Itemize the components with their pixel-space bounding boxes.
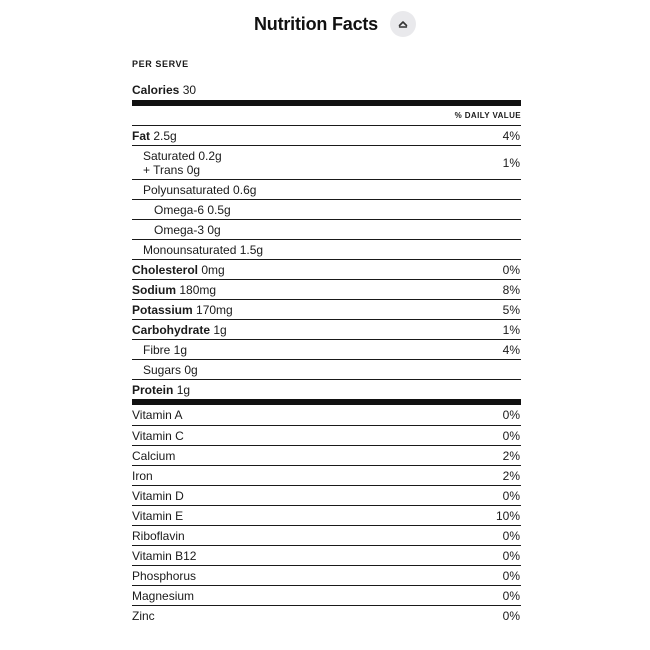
nutrient-dv: 1% <box>502 322 520 337</box>
vitamin-dv: 0% <box>502 428 520 443</box>
vitamin-dv: 2% <box>502 468 520 483</box>
nutrient-label: Sugars 0g <box>143 362 198 377</box>
vitamin-label: Riboflavin <box>132 528 185 543</box>
calories-value: 30 <box>182 83 197 97</box>
vitamin-label: Phosphorus <box>132 568 197 583</box>
nutrient-amount: 2.5g <box>153 128 177 143</box>
calories-label: Calories <box>132 83 180 97</box>
vitamin-dv: 0% <box>502 588 520 603</box>
vitamin-label: Vitamin B12 <box>132 548 197 563</box>
nutrient-amount: 170mg <box>196 302 233 317</box>
vitamin-dv: 2% <box>502 448 520 463</box>
vitamin-label: Vitamin D <box>132 488 184 503</box>
nutrient-amount: 1g <box>213 322 227 337</box>
per-serve-label: PER SERVE <box>132 59 189 69</box>
nutrient-row-omega-3 <box>132 219 521 239</box>
collapse-toggle-button[interactable] <box>390 11 416 37</box>
vitamin-dv: 10% <box>495 508 520 523</box>
vitamin-row <box>132 405 521 425</box>
nutrient-label-secondary: + Trans 0g <box>143 162 201 177</box>
vitamin-row <box>132 545 521 565</box>
nutrient-label: Protein <box>132 382 174 397</box>
vitamin-dv: 0% <box>502 548 520 563</box>
nutrient-row-polyunsaturated <box>132 179 521 199</box>
nutrient-row-fibre <box>132 339 521 359</box>
vitamin-row <box>132 585 521 605</box>
nutrient-label: Polyunsaturated 0.6g <box>143 182 257 197</box>
nutrient-row-sodium <box>132 279 521 299</box>
nutrient-label: Carbohydrate <box>132 322 211 337</box>
vitamin-dv: 0% <box>502 488 520 503</box>
nutrient-label: Sodium <box>132 282 176 297</box>
vitamin-label: Zinc <box>132 608 155 623</box>
nutrient-dv: 0% <box>502 262 520 277</box>
chevron-up-icon <box>398 20 408 28</box>
nutrient-row-sugars <box>132 359 521 379</box>
nutrient-amount: 0mg <box>201 262 225 277</box>
nutrient-row-saturated <box>132 145 521 179</box>
vitamin-dv: 0% <box>502 568 520 583</box>
nutrient-row-omega-6 <box>132 199 521 219</box>
nutrient-dv: 4% <box>502 342 520 357</box>
calories-row <box>132 80 521 100</box>
vitamin-row <box>132 565 521 585</box>
nutrient-row-monounsaturated <box>132 239 521 259</box>
nutrient-label: Fibre 1g <box>143 342 188 357</box>
nutrient-label: Omega-3 0g <box>154 222 221 237</box>
nutrient-amount: 1g <box>176 382 191 397</box>
nutrient-amount: 180mg <box>179 282 217 297</box>
nutrient-label: Cholesterol <box>132 262 199 277</box>
vitamin-row <box>132 485 521 505</box>
nutrient-label: Monounsaturated 1.5g <box>143 242 264 257</box>
nutrient-dv: 4% <box>502 128 520 143</box>
nutrient-row-potassium <box>132 299 521 319</box>
daily-value-header: % DAILY VALUE <box>454 111 521 120</box>
vitamin-dv: 0% <box>502 608 520 623</box>
vitamin-label: Calcium <box>132 448 176 463</box>
vitamin-label: Iron <box>132 468 153 483</box>
vitamin-label: Vitamin E <box>132 508 184 523</box>
vitamin-row <box>132 445 521 465</box>
nutrient-dv: 1% <box>502 155 520 170</box>
nutrition-panel <box>132 56 521 625</box>
nutrition-header <box>0 8 650 40</box>
nutrient-label: Fat <box>132 128 150 143</box>
nutrient-label: Omega-6 0.5g <box>154 202 231 217</box>
nutrient-dv: 8% <box>502 282 520 297</box>
vitamin-label: Vitamin A <box>132 408 183 422</box>
vitamin-label: Magnesium <box>132 588 195 603</box>
vitamin-row <box>132 425 521 445</box>
vitamin-row <box>132 465 521 485</box>
nutrient-row-carbohydrate <box>132 319 521 339</box>
vitamin-dv: 0% <box>502 528 520 543</box>
vitamin-label: Vitamin C <box>132 428 184 443</box>
nutrient-dv: 5% <box>502 302 520 317</box>
nutrient-label: Saturated 0.2g <box>143 148 222 163</box>
nutrient-row-protein <box>132 379 521 399</box>
nutrient-row-cholesterol <box>132 259 521 279</box>
vitamin-row <box>132 525 521 545</box>
nutrient-label: Potassium <box>132 302 193 317</box>
page-title: Nutrition Facts <box>253 13 378 34</box>
nutrient-row-fat <box>132 125 521 145</box>
vitamin-dv: 0% <box>502 408 520 422</box>
vitamin-row <box>132 505 521 525</box>
vitamin-row <box>132 605 521 625</box>
